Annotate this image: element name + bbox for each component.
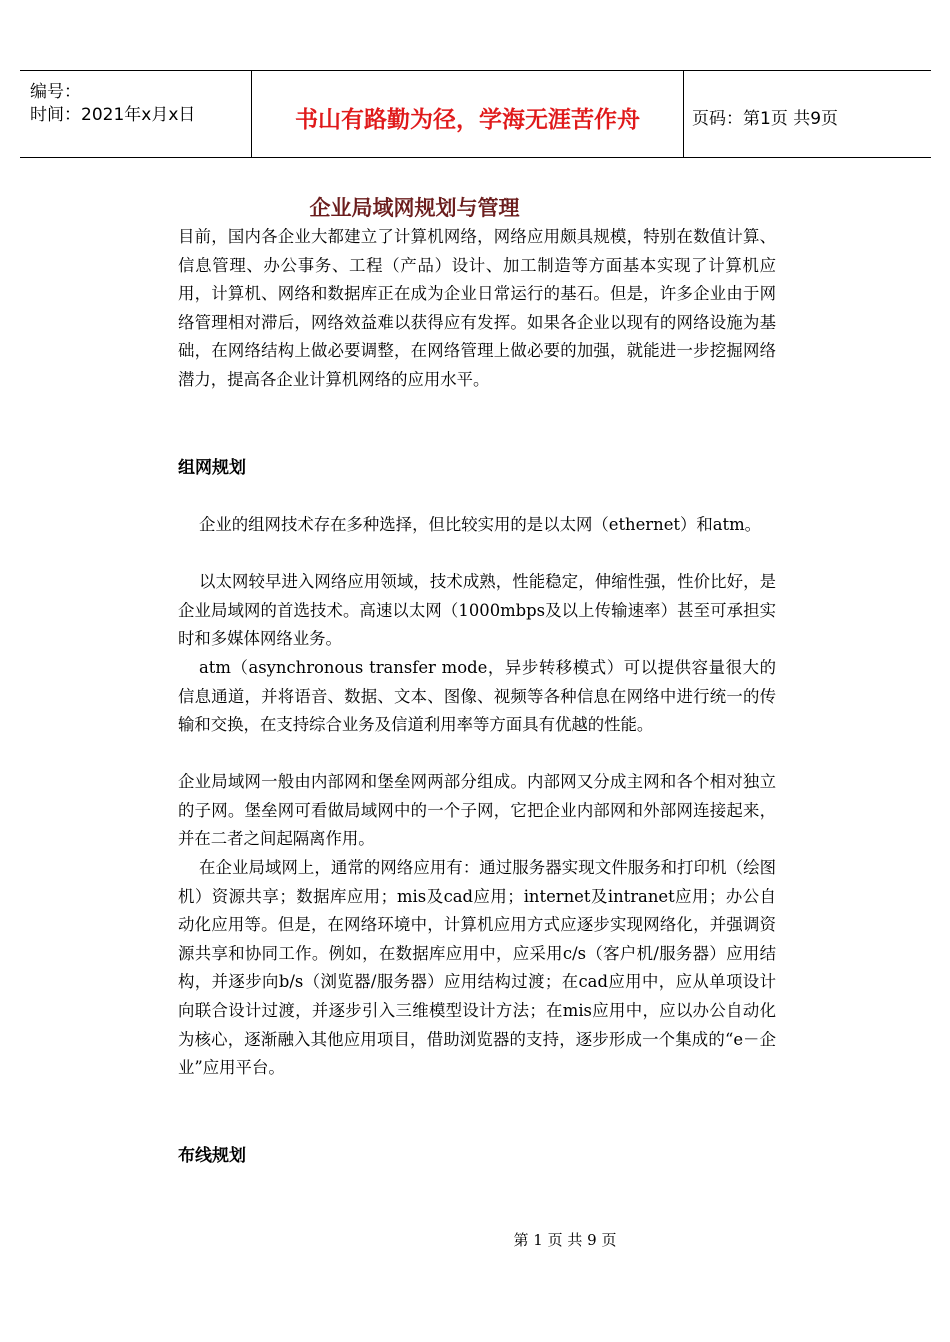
section-heading-networking: 组网规划 <box>178 458 246 478</box>
document-title: 企业局域网规划与管理 <box>309 196 520 220</box>
serial-label: 编号： <box>30 82 81 102</box>
header-motto-cell <box>251 71 684 157</box>
page-footer: 第 1 页 共 9 页 <box>513 1231 617 1249</box>
time-label: 时间：2021年x月x日 <box>30 105 196 125</box>
motto-text: 书山有路勤为径，学海无涯苦作舟 <box>295 107 640 133</box>
paragraph-lan-structure: 企业局域网一般由内部网和堡垒网两部分组成。内部网又分成主网和各个相对独立的子网。堡垒网可看做局域网中的一个子网，它把企业内部网和外部网连接起来，并在二者之间起隔离作用。 <box>178 772 776 849</box>
paragraph-networking-options: 企业的组网技术存在多种选择，但比较实用的是以太网（ethernet）和atm。 <box>199 515 762 534</box>
paragraph-atm: atm（asynchronous transfer mode，异步转移模式）可以提供容量很大的信息通道，并将语音、数据、文本、图像、视频等各种信息在网络中进行统一的传输和交换，在支持综合业务及信道利用率等方面具有优越的性能。 <box>178 658 776 735</box>
section-heading-cabling: 布线规划 <box>178 1146 246 1166</box>
header-info-cell <box>20 71 251 157</box>
intro-paragraph: 目前，国内各企业大都建立了计算机网络，网络应用颇具规模，特别在数值计算、信息管理、办公事务、工程（产品）设计、加工制造等方面基本实现了计算机应用，计算机、网络和数据库正在成为企业日常运行的基石。但是，许多企业由于网络管理相对滞后，网络效益难以获得应有发挥。如果各企业以现有的网络设施为基础，在网络结构上做必要调整，在网络管理上做必要的加强，就能进一步挖掘网络潜力，提高各企业计算机网络的应用水平。 <box>178 227 776 389</box>
paragraph-applications: 在企业局域网上，通常的网络应用有：通过服务器实现文件服务和打印机（绘图机）资源共享；数据库应用；mis及cad应用；internet及intranet应用；办公自动化应用等。但是，在网络环境中，计算机应用方式应逐步实现网络化，并强调资源共享和协同工作。例如，在数据库应用中，应采用c/s（客户机/服务器）应用结构，并逐步向b/s（浏览器/服务器）应用结构过渡；在cad应用中，应从单项设计向联合设计过渡，并逐步引入三维模型设计方法；在mis应用中，应以办公自动化为核心，逐渐融入其他应用项目，借助浏览器的支持，逐步形成一个集成的“e－企业”应用平台。 <box>178 858 776 1078</box>
paragraph-ethernet: 以太网较早进入网络应用领域，技术成熟，性能稳定，伸缩性强，性价比好，是企业局域网的首选技术。高速以太网（1000mbps及以上传输速率）甚至可承担实时和多媒体网络业务。 <box>178 572 776 649</box>
page-info: 页码：第1页 共9页 <box>692 109 839 129</box>
header-table <box>20 70 931 158</box>
header-page-cell <box>683 71 931 157</box>
